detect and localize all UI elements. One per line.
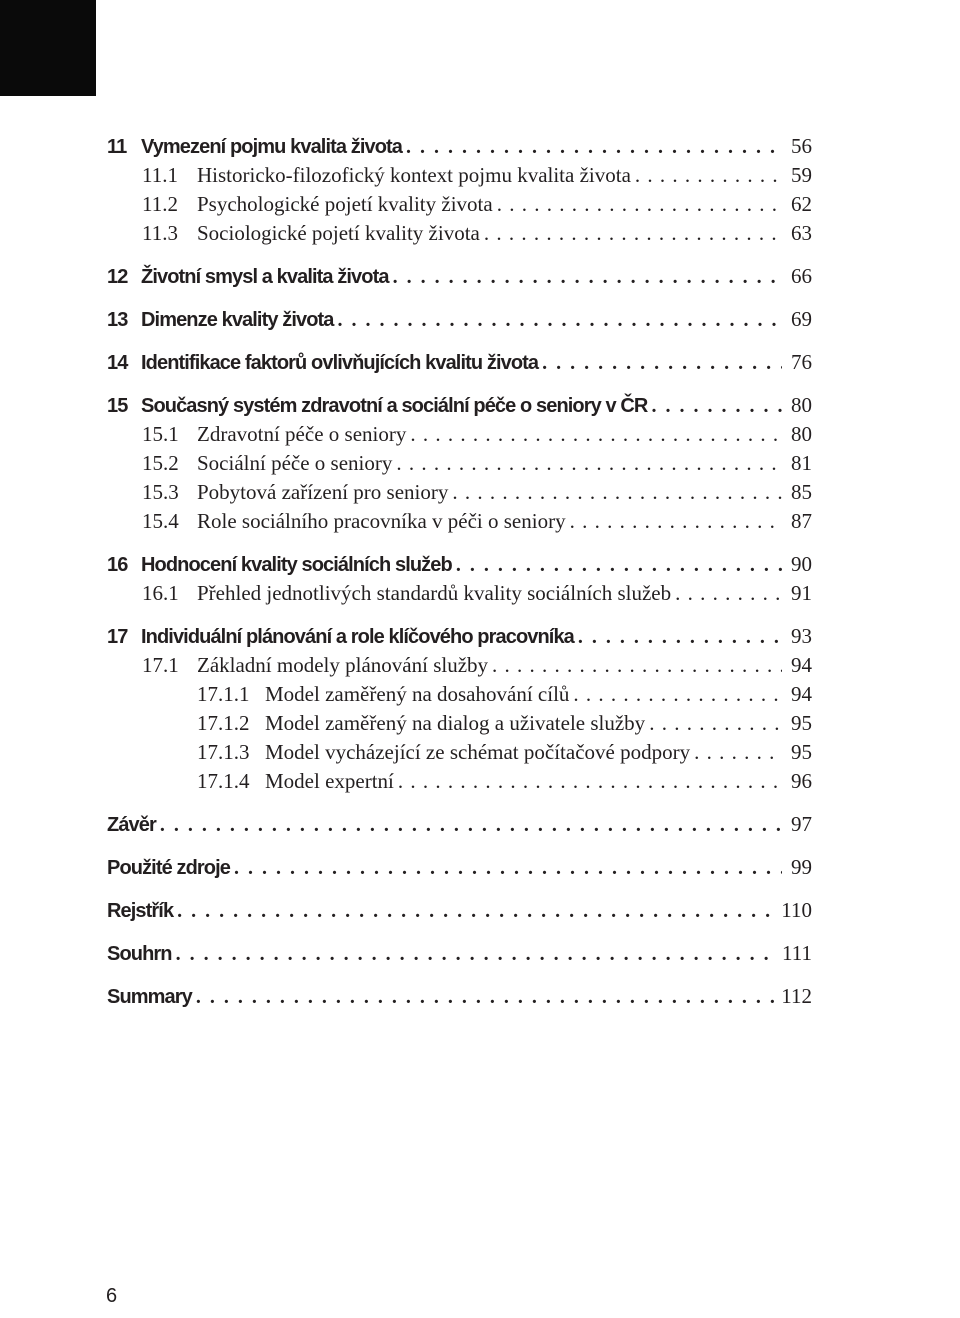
toc-entry[interactable] [107, 131, 812, 161]
dot-leader [492, 651, 782, 680]
toc-entry-number: 17.1.4 [197, 769, 250, 793]
page-corner-mark [0, 0, 96, 96]
toc-entry[interactable] [107, 304, 812, 334]
toc-entry[interactable] [107, 767, 812, 796]
dot-leader [398, 767, 782, 796]
toc-entry-number: 17.1.1 [197, 682, 250, 706]
toc-entry-page: 95 [791, 711, 812, 735]
toc-entry[interactable] [107, 981, 812, 1011]
toc-entry-title: Vymezení pojmu kvalita života [141, 136, 403, 158]
toc-entry[interactable] [107, 390, 812, 420]
toc-entry-page: 63 [791, 221, 812, 245]
page-number: 6 [106, 1285, 118, 1307]
toc-entry-number: 15.2 [142, 451, 179, 475]
dot-leader [675, 579, 782, 608]
toc-entry-page: 59 [791, 163, 812, 187]
toc-entry[interactable] [107, 621, 812, 651]
dot-leader [393, 262, 782, 291]
toc-entry-page: 111 [782, 941, 812, 965]
toc-entry-page: 69 [791, 307, 812, 331]
toc-entry[interactable] [107, 938, 812, 968]
toc-entry-title: Sociologické pojetí kvality života [197, 221, 480, 245]
toc-entry-number: 11.3 [142, 221, 178, 245]
toc-entry-page: 96 [791, 769, 812, 793]
dot-leader [338, 305, 782, 334]
toc-entry[interactable] [107, 449, 812, 478]
toc-entry-page: 94 [791, 653, 812, 677]
toc-entry-page: 91 [791, 581, 812, 605]
dot-leader [234, 853, 782, 882]
toc-entry-title: Identifikace faktorů ovlivňujících kvalitu života [141, 352, 539, 374]
toc-entry[interactable] [107, 507, 812, 536]
toc-entry-title: Role sociálního pracovníka v péči o seniory [197, 509, 566, 533]
toc-entry-title: Model zaměřený na dosahování cílů [265, 682, 570, 706]
dot-leader [570, 507, 782, 536]
toc-entry-number: 17.1 [142, 653, 179, 677]
toc-entry-page: 110 [781, 898, 812, 922]
dot-leader [452, 478, 782, 507]
dot-leader [573, 680, 782, 709]
toc-entry-title: Přehled jednotlivých standardů kvality sociálních služeb [197, 581, 672, 605]
dot-leader [635, 161, 782, 190]
toc-entry-page: 112 [781, 984, 812, 1008]
toc-entry-page: 90 [791, 552, 812, 576]
toc-entry-page: 76 [791, 350, 812, 374]
dot-leader [694, 738, 782, 767]
toc-entry-page: 56 [791, 134, 812, 158]
toc-entry[interactable] [107, 161, 812, 190]
toc-entry-page: 93 [791, 624, 812, 648]
toc-entry-number: 16.1 [142, 581, 179, 605]
toc-entry[interactable] [107, 651, 812, 680]
dot-leader [177, 896, 777, 925]
toc-entry-number: 17.1.3 [197, 740, 250, 764]
toc-entry-title: Summary [107, 986, 192, 1008]
toc-entry-page: 87 [791, 509, 812, 533]
toc-entry-title: Individuální plánování a role klíčového pracovníka [141, 626, 574, 648]
toc-entry-title: Životní smysl a kvalita života [141, 266, 389, 288]
toc-entry[interactable] [107, 190, 812, 219]
toc-entry-number: 11 [107, 136, 127, 158]
toc-entry-title: Historicko-filozofický kontext pojmu kvalita života [197, 163, 631, 187]
dot-leader [176, 939, 778, 968]
toc-entry-title: Zdravotní péče o seniory [197, 422, 407, 446]
dot-leader [456, 550, 782, 579]
toc-entry-title: Model vycházející ze schémat počítačové podpory [265, 740, 691, 764]
dot-leader [406, 132, 782, 161]
dot-leader [649, 709, 782, 738]
toc-entry[interactable] [107, 420, 812, 449]
toc-entry-title: Rejstřík [107, 900, 174, 922]
toc-entry-page: 80 [791, 393, 812, 417]
toc-entry[interactable] [107, 738, 812, 767]
toc-entry-page: 85 [791, 480, 812, 504]
toc-entry-title: Model zaměřený na dialog a uživatele služby [265, 711, 646, 735]
toc-entry-title: Dimenze kvality života [141, 309, 334, 331]
toc-entry-number: 13 [107, 309, 128, 331]
toc-entry-number: 17 [107, 626, 128, 648]
table-of-contents [107, 131, 812, 1011]
toc-entry-title: Základní modely plánování služby [197, 653, 489, 677]
dot-leader [410, 420, 782, 449]
toc-entry-title: Pobytová zařízení pro seniory [197, 480, 449, 504]
toc-entry-page: 66 [791, 264, 812, 288]
dot-leader [484, 219, 782, 248]
toc-entry-page: 97 [791, 812, 812, 836]
toc-entry-title: Hodnocení kvality sociálních služeb [141, 554, 452, 576]
toc-entry-page: 62 [791, 192, 812, 216]
toc-entry[interactable] [107, 709, 812, 738]
toc-entry-number: 15.3 [142, 480, 179, 504]
toc-entry[interactable] [107, 478, 812, 507]
toc-entry-number: 15.1 [142, 422, 179, 446]
toc-entry-number: 15 [107, 395, 128, 417]
dot-leader [396, 449, 782, 478]
toc-entry[interactable] [107, 261, 812, 291]
toc-entry-page: 80 [791, 422, 812, 446]
dot-leader [160, 810, 782, 839]
toc-entry[interactable] [107, 549, 812, 579]
toc-entry[interactable] [107, 347, 812, 377]
toc-entry-number: 11.2 [142, 192, 178, 216]
dot-leader [196, 982, 777, 1011]
toc-entry-page: 81 [791, 451, 812, 475]
toc-entry[interactable] [107, 680, 812, 709]
toc-entry[interactable] [107, 579, 812, 608]
toc-entry[interactable] [107, 219, 812, 248]
toc-entry[interactable] [107, 895, 812, 925]
toc-entry-title: Model expertní [265, 769, 394, 793]
toc-entry-title: Souhrn [107, 943, 172, 965]
toc-entry-page: 95 [791, 740, 812, 764]
toc-entry-number: 11.1 [142, 163, 178, 187]
toc-entry-number: 14 [107, 352, 128, 374]
dot-leader [651, 391, 782, 420]
toc-entry-title: Psychologické pojetí kvality života [197, 192, 493, 216]
toc-entry-title: Sociální péče o seniory [197, 451, 393, 475]
toc-entry-page: 94 [791, 682, 812, 706]
toc-entry-number: 17.1.2 [197, 711, 250, 735]
dot-leader [497, 190, 782, 219]
toc-entry-number: 12 [107, 266, 128, 288]
toc-entry-title: Závěr [107, 814, 156, 836]
toc-entry[interactable] [107, 809, 812, 839]
dot-leader [578, 622, 782, 651]
toc-entry-number: 15.4 [142, 509, 179, 533]
toc-entry-number: 16 [107, 554, 128, 576]
dot-leader [542, 348, 782, 377]
toc-entry-title: Použité zdroje [107, 857, 230, 879]
toc-entry[interactable] [107, 852, 812, 882]
toc-entry-page: 99 [791, 855, 812, 879]
toc-entry-title: Současný systém zdravotní a sociální péče o seniory v ČR [141, 395, 648, 417]
